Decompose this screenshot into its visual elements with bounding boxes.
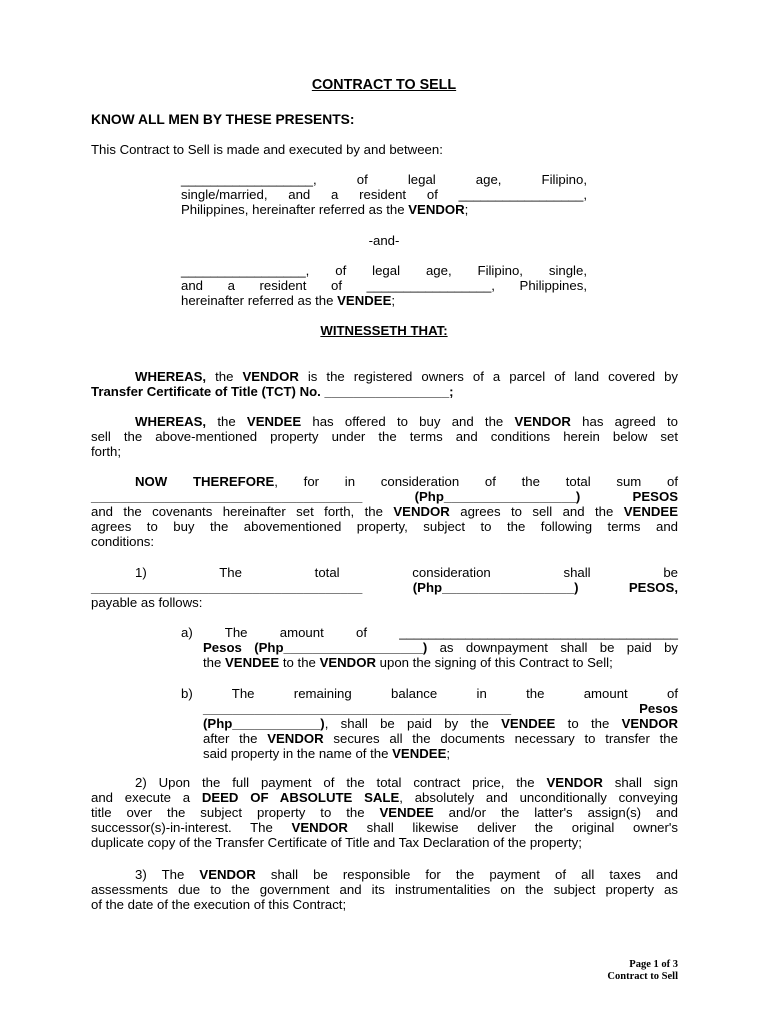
- vendee-line-3: hereinafter referred as the VENDEE;: [181, 293, 396, 308]
- item-a-line-2: Pesos (Php___________________) as downpayment shall be paid by: [203, 640, 679, 655]
- and-separator: -and-: [368, 233, 400, 248]
- item2-line-5: duplicate copy of the Transfer Certificate of Title and Tax Declaration of the property;: [91, 835, 582, 850]
- page-number: Page 1 of 3: [629, 959, 678, 970]
- vendor-party-paragraph: [181, 172, 587, 217]
- now-therefore-line-2: _____________________________________ (Php__________________) PESOS: [91, 489, 678, 504]
- item1-line-2: _____________________________________ (Php__________________) PESOS,: [91, 580, 678, 595]
- whereas1-line-1: WHEREAS, the VENDOR is the registered owners of a parcel of land covered by: [135, 369, 678, 384]
- vendee-line-1: _________________, of legal age, Filipino, single,: [181, 263, 587, 278]
- term-item-2: [91, 775, 678, 850]
- vendor-line-3: Philippines, hereinafter referred as the VENDOR;: [181, 202, 469, 217]
- item3-line-2: assessments due to the government and its instrumentalities on the subject property as: [91, 882, 678, 897]
- term-item-3: [91, 867, 678, 912]
- item-a-line-3: the VENDEE to the VENDOR upon the signing of this Contract to Sell;: [203, 655, 613, 670]
- vendee-line-2: and a resident of _________________, Philippines,: [181, 278, 587, 293]
- whereas-paragraph-1: [91, 369, 678, 399]
- item-b-line-5: said property in the name of the VENDEE;: [203, 746, 451, 761]
- now-therefore-line-4: agrees to buy the abovementioned property, subject to the following terms and: [91, 519, 678, 534]
- item2-line-2: and execute a DEED OF ABSOLUTE SALE, absolutely and unconditionally conveying: [91, 790, 678, 805]
- whereas2-line-2: sell the above-mentioned property under the terms and conditions herein below set: [91, 429, 678, 444]
- item2-line-3: title over the subject property to the VENDEE and/or the latter's assign(s) and: [91, 805, 678, 820]
- item-b-line-1: b) The remaining balance in the amount of: [181, 686, 678, 701]
- footer-doc-title: Contract to Sell: [607, 971, 678, 982]
- now-therefore-paragraph: [91, 474, 678, 549]
- whereas2-line-3: forth;: [91, 444, 122, 459]
- vendee-party-paragraph: [181, 263, 587, 308]
- intro-paragraph: This Contract to Sell is made and executed by and between:: [91, 142, 443, 157]
- item2-line-4: successor(s)-in-interest. The VENDOR shall likewise deliver the original owner's: [91, 820, 678, 835]
- page-footer: [607, 959, 678, 983]
- item-b-line-3: (Php____________), shall be paid by the VENDEE to the VENDOR: [203, 716, 678, 731]
- now-therefore-line-3: and the covenants hereinafter set forth, the VENDOR agrees to sell and the VENDEE: [91, 504, 678, 519]
- whereas-paragraph-2: [91, 414, 678, 459]
- item3-line-1: 3) The VENDOR shall be responsible for the payment of all taxes and: [135, 867, 678, 882]
- item1-line-1: 1) The total consideration shall be: [135, 565, 678, 580]
- term-item-b: [181, 686, 678, 761]
- term-item-a: [181, 625, 678, 670]
- witnesseth-heading: WITNESSETH THAT:: [320, 323, 448, 338]
- whereas1-line-2: Transfer Certificate of Title (TCT) No. _________________;: [91, 384, 454, 399]
- now-therefore-line-1: NOW THEREFORE, for in consideration of the total sum of: [135, 474, 678, 489]
- item2-line-1: 2) Upon the full payment of the total contract price, the VENDOR shall sign: [135, 775, 678, 790]
- document-title: CONTRACT TO SELL: [311, 77, 457, 93]
- vendor-line-1: __________________, of legal age, Filipino,: [181, 172, 587, 187]
- item-b-line-4: after the VENDOR secures all the documents necessary to transfer the: [203, 731, 678, 746]
- item-b-line-2: __________________________________________ Pesos: [203, 701, 678, 716]
- whereas2-line-1: WHEREAS, the VENDEE has offered to buy and the VENDOR has agreed to: [135, 414, 678, 429]
- vendor-line-2: single/married, and a resident of _________________,: [181, 187, 587, 202]
- preamble-heading: KNOW ALL MEN BY THESE PRESENTS:: [91, 112, 355, 127]
- item-a-line-1: a) The amount of ______________________________________: [181, 625, 678, 640]
- item1-line-3: payable as follows:: [91, 595, 203, 610]
- item3-line-3: of the date of the execution of this Contract;: [91, 897, 347, 912]
- now-therefore-line-5: conditions:: [91, 534, 155, 549]
- term-item-1: [91, 565, 678, 610]
